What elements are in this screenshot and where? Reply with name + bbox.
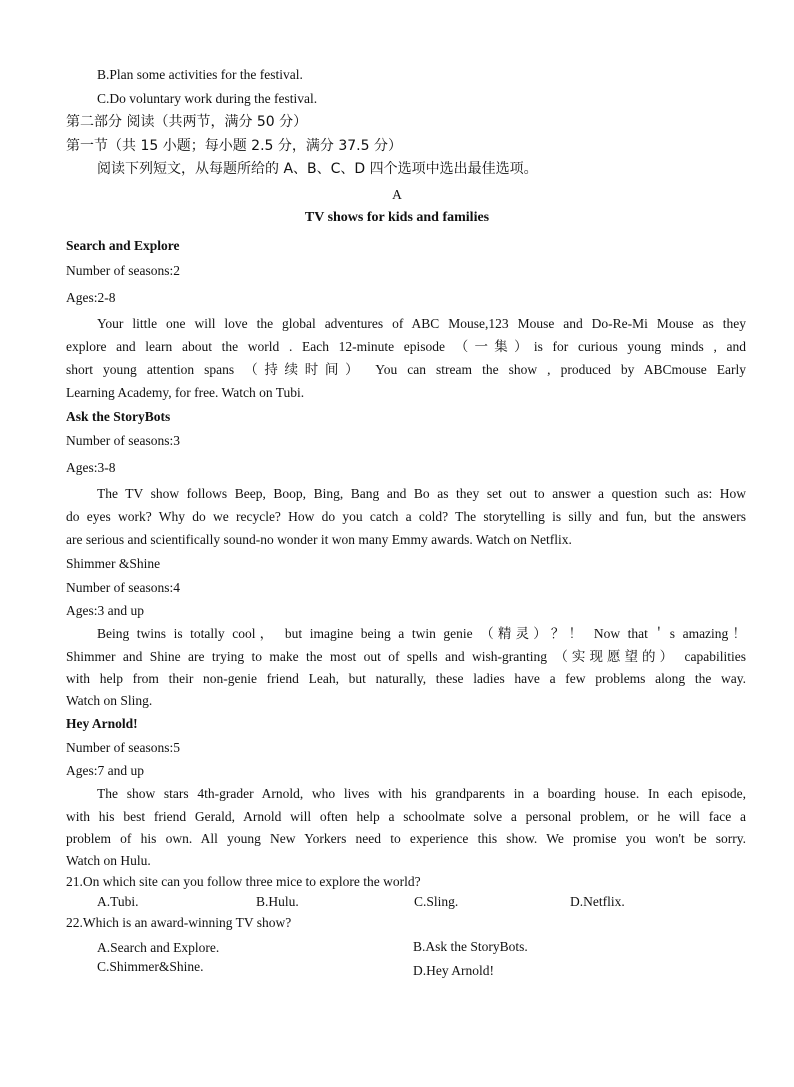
show-description-line: with his best friend Gerald, Arnold will often help a schoolmate solve a personal problem, or he will face a — [66, 809, 746, 824]
show-seasons: Number of seasons:2 — [66, 263, 180, 278]
show-description-line: are serious and scientifically sound-no wonder it won many Emmy awards. Watch on Netflix. — [66, 532, 572, 547]
show-description-line: with help from their non-genie friend Leah, but naturally, these ladies have a few problems along the way. — [66, 671, 746, 686]
show-description-line: Your little one will love the global adventures of ABC Mouse,123 Mouse and Do-Re-Mi Mouse as they — [97, 316, 746, 331]
show-description-line: short young attention spans （持续时间） You can stream the show , produced by ABCmouse Early — [66, 362, 746, 377]
question-22-option-d: D.Hey Arnold! — [413, 963, 494, 978]
show-description-line: problem of his own. All young New Yorkers need to experience this show. We promise you won't be sorry. — [66, 831, 746, 846]
show-description-line: Watch on Hulu. — [66, 853, 151, 868]
show-seasons: Number of seasons:4 — [66, 580, 180, 595]
show-title: Hey Arnold! — [66, 716, 138, 731]
show-ages: Ages:2-8 — [66, 290, 116, 305]
show-description-line: Watch on Sling. — [66, 693, 153, 708]
question-22-option-a: A.Search and Explore. — [97, 940, 220, 955]
show-title: Ask the StoryBots — [66, 409, 171, 424]
question-21-option-c: C.Sling. — [414, 894, 459, 909]
show-title: Shimmer &Shine — [66, 556, 161, 571]
question-22-option-b: B.Ask the StoryBots. — [413, 939, 528, 954]
show-title: Search and Explore — [66, 238, 180, 253]
show-seasons: Number of seasons:3 — [66, 433, 180, 448]
show-seasons: Number of seasons:5 — [66, 740, 180, 755]
passage-title: TV shows for kids and families — [304, 210, 490, 225]
show-description-line: do eyes work? Why do we recycle? How do you catch a cold? The storytelling is silly and fun, but the answers — [66, 509, 746, 524]
show-description-line: Shimmer and Shine are trying to make the most out of spells and wish-granting （实现愿望的） capabilities — [66, 649, 746, 664]
show-description-line: Learning Academy, for free. Watch on Tubi. — [66, 385, 305, 400]
question-21-option-d: D.Netflix. — [570, 894, 625, 909]
show-description-line: The show stars 4th-grader Arnold, who lives with his grandparents in a boarding house. In each episode, — [97, 786, 746, 801]
part2-heading: 第二部分 阅读（共两节，满分 50 分） — [66, 114, 308, 130]
question-21-stem: 21.On which site can you follow three mice to explore the world? — [66, 874, 421, 889]
show-ages: Ages:3 and up — [66, 603, 144, 618]
previous-option-b: B.Plan some activities for the festival. — [97, 67, 303, 82]
show-ages: Ages:3-8 — [66, 460, 116, 475]
question-22-option-c: C.Shimmer&Shine. — [97, 959, 204, 974]
question-21-option-a: A.Tubi. — [97, 894, 139, 909]
show-ages: Ages:7 and up — [66, 763, 144, 778]
previous-option-c: C.Do voluntary work during the festival. — [97, 91, 318, 106]
question-21-option-b: B.Hulu. — [256, 894, 299, 909]
show-description-line: The TV show follows Beep, Boop, Bing, Bang and Bo as they set out to answer a question such as: How — [97, 486, 746, 501]
show-description-line: explore and learn about the world . Each 12-minute episode （一集）is for curious young minds , and — [66, 339, 746, 354]
question-22-stem: 22.Which is an award-winning TV show? — [66, 915, 292, 930]
section1-heading: 第一节（共 15 小题；每小题 2.5 分，满分 37.5 分） — [66, 138, 402, 154]
instructions: 阅读下列短文，从每题所给的 A、B、C、D 四个选项中选出最佳选项。 — [97, 161, 538, 177]
passage-letter: A — [392, 187, 402, 202]
show-description-line: Being twins is totally cool， but imagine being a twin genie （精灵）？！ Now that＇s amazing！ — [97, 626, 746, 641]
